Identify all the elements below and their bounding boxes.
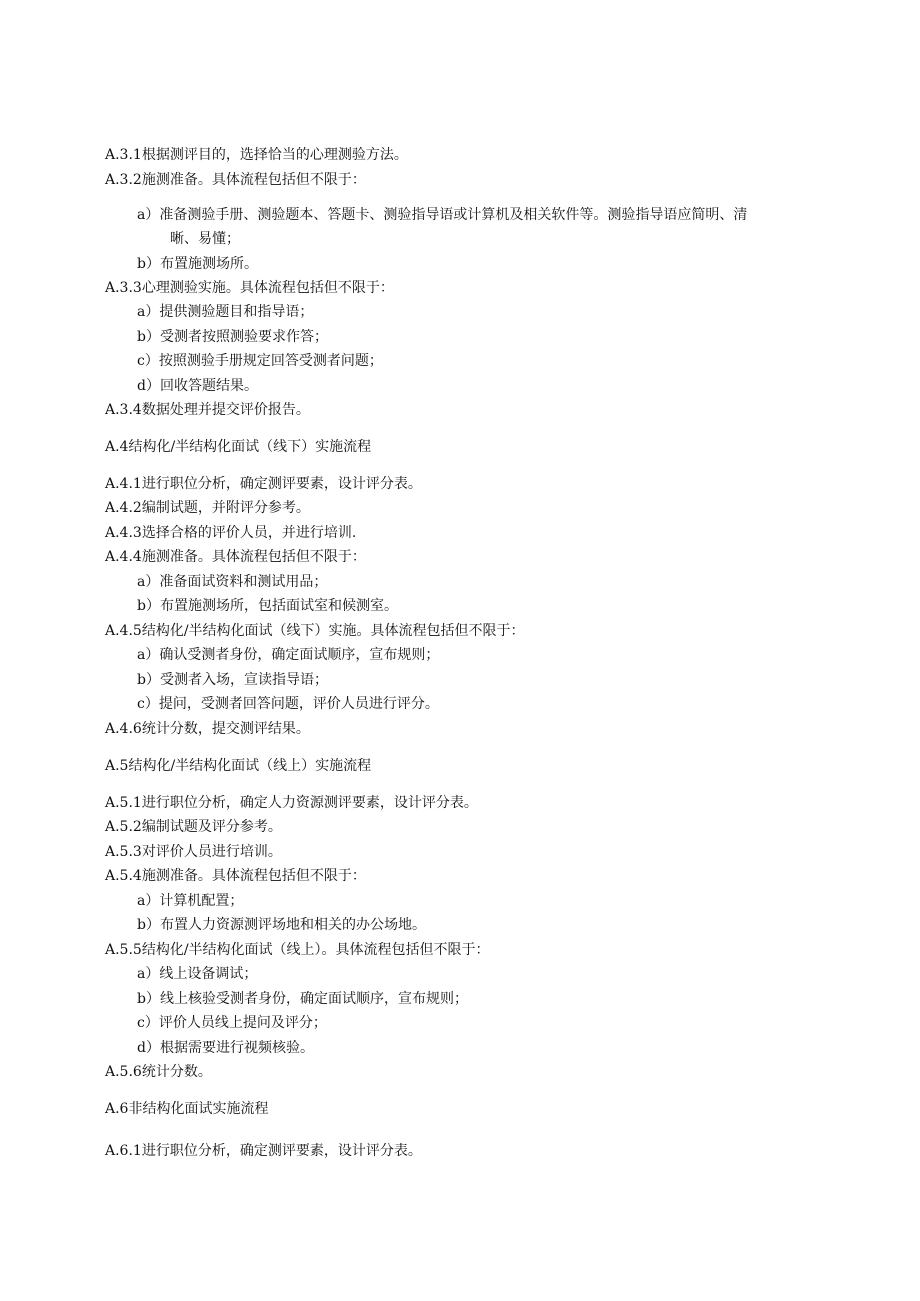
clause-a-6-1: A.6.1进行职位分析，确定测评要素，设计评分表。 (105, 1143, 422, 1159)
clause-a-5-1: A.5.1进行职位分析，确定人力资源测评要素，设计评分表。 (105, 795, 478, 811)
section-heading-a-4: A.4结构化/半结构化面试（线下）实施流程 (105, 439, 372, 455)
clause-a-3-3: A.3.3心理测验实施。具体流程包括但不限于： (105, 280, 394, 296)
list-item: b）布置人力资源测评场地和相关的办公场地。 (137, 917, 426, 933)
clause-a-5-6: A.5.6统计分数。 (105, 1064, 212, 1080)
list-item: c）提问，受测者回答问题，评价人员进行评分。 (137, 696, 439, 712)
clause-a-5-4: A.5.4施测准备。具体流程包括但不限于： (105, 868, 366, 884)
clause-a-4-2: A.4.2编制试题，并附评分参考。 (105, 500, 310, 516)
list-item: c）评价人员线上提问及评分； (137, 1015, 327, 1031)
clause-a-5-2: A.5.2编制试题及评分参考。 (105, 819, 282, 835)
clause-a-4-1: A.4.1进行职位分析，确定测评要素，设计评分表。 (105, 476, 422, 492)
clause-a-5-3: A.5.3对评价人员进行培训。 (105, 844, 282, 860)
list-item: a）提供测验题目和指导语； (137, 304, 314, 320)
clause-a-3-1: A.3.1根据测评目的，选择恰当的心理测验方法。 (105, 147, 408, 163)
list-item: c）按照测验手册规定回答受测者问题； (137, 353, 383, 369)
list-item: b）受测者入场，宣读指导语； (137, 672, 328, 688)
list-item: a）准备测验手册、测验题本、答题卡、测验指导语或计算机及相关软件等。测验指导语应简明、清 (137, 207, 748, 223)
list-item: a）确认受测者身份，确定面试顺序，宣布规则； (137, 647, 440, 663)
list-item: b）线上核验受测者身份，确定面试顺序，宣布规则； (137, 991, 468, 1007)
clause-a-4-4: A.4.4施测准备。具体流程包括但不限于： (105, 549, 366, 565)
section-heading-a-5: A.5结构化/半结构化面试（线上）实施流程 (105, 758, 372, 774)
clause-a-4-3: A.4.3选择合格的评价人员，并进行培训. (105, 525, 357, 541)
clause-a-3-4: A.3.4数据处理并提交评价报告。 (105, 402, 310, 418)
clause-a-4-5: A.4.5结构化/半结构化面试（线下）实施。具体流程包括但不限于： (105, 623, 525, 639)
list-item: b）布置施测场所，包括面试室和候测室。 (137, 598, 398, 614)
list-item: a）计算机配置； (137, 893, 244, 909)
clause-a-5-5: A.5.5结构化/半结构化面试（线上）。具体流程包括但不限于： (105, 942, 490, 958)
list-item: d）根据需要进行视频核验。 (137, 1040, 314, 1056)
list-item: b）布置施测场所。 (137, 256, 258, 272)
list-item: a）准备面试资料和测试用品； (137, 574, 328, 590)
list-item-continuation: 晰、易懂； (170, 231, 240, 247)
clause-a-4-6: A.4.6统计分数，提交测评结果。 (105, 721, 310, 737)
list-item: a）线上设备调试； (137, 966, 258, 982)
section-heading-a-6: A.6非结构化面试实施流程 (105, 1101, 269, 1117)
clause-a-3-2: A.3.2施测准备。具体流程包括但不限于： (105, 172, 366, 188)
list-item: b）受测者按照测验要求作答； (137, 329, 328, 345)
list-item: d）回收答题结果。 (137, 378, 258, 394)
